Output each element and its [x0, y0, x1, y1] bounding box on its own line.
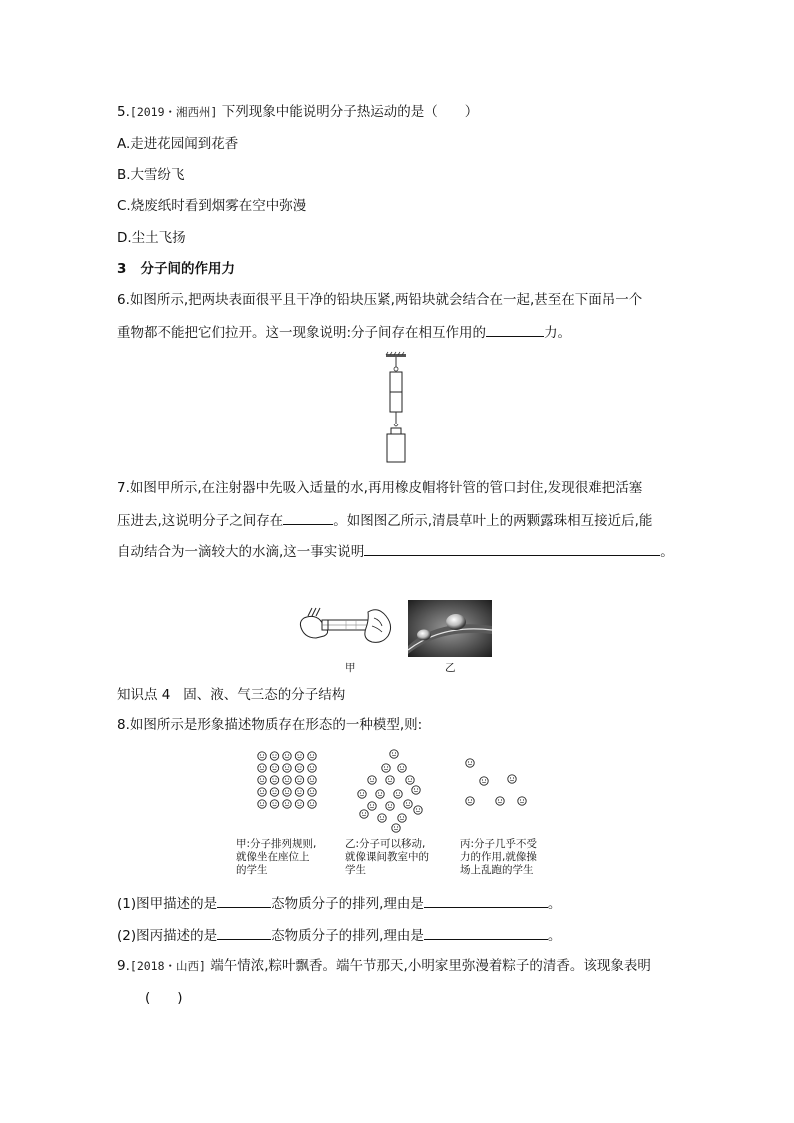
q9-source: [2018・山西] — [129, 959, 206, 973]
molecule-icon — [404, 800, 412, 808]
molecule-icon — [283, 776, 291, 784]
molecule-icon — [258, 788, 266, 796]
caption-gas-line2: 力的作用,就像操 — [460, 851, 537, 863]
q7-line3 — [117, 541, 674, 562]
molecule-icon — [308, 752, 316, 760]
molecule-icon — [382, 764, 390, 772]
molecule-icon — [466, 759, 474, 767]
q8-sub1-blank-reason[interactable] — [424, 893, 548, 908]
section-heading — [117, 259, 235, 279]
q7-text-c: 自动结合为一滴较大的水滴,这一事实说明 — [117, 544, 365, 560]
q8-sub1-text-c: 。 — [547, 896, 562, 912]
q6-text-b: 力。 — [544, 325, 572, 341]
figure-yi-label: 乙 — [445, 662, 456, 674]
caption-liquid-line2: 就像课间教室中的 — [345, 851, 429, 863]
molecule-icon — [518, 797, 526, 805]
molecule-icon — [295, 776, 303, 784]
molecule-icon — [258, 776, 266, 784]
molecule-icon — [376, 790, 384, 798]
q8-sub1-text-a: (1)图甲描述的是 — [117, 896, 218, 912]
q8-sub2-blank-state[interactable] — [217, 925, 271, 940]
molecule-icon — [270, 776, 278, 784]
q7-text-d: 。 — [660, 544, 674, 560]
q5-option-c: C.烧废纸时看到烟雾在空中弥漫 — [117, 198, 307, 214]
q8-sub1-text-b: 态物质分子的排列,理由是 — [271, 896, 424, 912]
syringe-figure — [298, 604, 400, 650]
q8-sub1-blank-state[interactable] — [217, 893, 271, 908]
q5-text: 下列现象中能说明分子热运动的是（ ） — [221, 104, 479, 120]
caption-liquid — [345, 838, 429, 877]
q9-stem — [117, 956, 651, 976]
gas-molecule-model — [458, 757, 528, 809]
q5-stem — [117, 102, 478, 122]
lead-block-upper — [390, 372, 402, 392]
molecule-icon — [295, 800, 303, 808]
q8-sub2-blank-reason[interactable] — [424, 925, 548, 940]
caption-liquid-line1: 乙:分子可以移动, — [345, 838, 426, 850]
molecule-icon — [412, 786, 420, 794]
molecule-icon — [508, 775, 516, 783]
molecule-icon — [392, 824, 400, 832]
q8-sub2-text-c: 。 — [547, 928, 562, 944]
caption-liquid-line3: 学生 — [345, 864, 366, 876]
caption-solid-line1: 甲:分子排列规则, — [236, 838, 317, 850]
section-title: 分子间的作用力 — [140, 261, 236, 277]
molecule-icon — [414, 806, 422, 814]
q8-sub2-text-b: 态物质分子的排列,理由是 — [271, 928, 424, 944]
lead-block-lower — [390, 392, 402, 412]
molecule-icon — [283, 752, 291, 760]
molecule-icon — [406, 776, 414, 784]
molecule-icon — [283, 788, 291, 796]
q7-line2 — [117, 510, 652, 531]
molecule-icon — [258, 800, 266, 808]
q5-number: 5. — [117, 104, 130, 120]
caption-solid — [236, 838, 316, 877]
q7-line1: 7.如图甲所示,在注射器中先吸入适量的水,再用橡皮帽将针管的管口封住,发现很难把活塞 — [117, 480, 643, 496]
q9-text: 端午情浓,粽叶飘香。端午节那天,小明家里弥漫着粽子的清香。该现象表明 — [210, 958, 651, 974]
molecule-icon — [258, 752, 266, 760]
caption-solid-line3: 的学生 — [236, 864, 268, 876]
weight — [391, 428, 401, 434]
q7-answer-blank-1[interactable] — [283, 510, 333, 525]
molecule-icon — [368, 802, 376, 810]
molecule-icon — [378, 814, 386, 822]
molecule-icon — [308, 776, 316, 784]
figure-jia-label: 甲 — [345, 662, 356, 674]
q9-answer-paren[interactable]: ( ) — [145, 990, 183, 1006]
q6-line1: 6.如图所示,把两块表面很平且干净的铅块压紧,两铅块就会结合在一起,甚至在下面吊一个 — [117, 292, 643, 308]
solid-molecule-model — [256, 750, 322, 810]
q8-sub2 — [117, 925, 561, 946]
molecule-icon — [394, 790, 402, 798]
knowledge-heading — [117, 685, 345, 705]
caption-gas — [460, 838, 537, 877]
q8-stem: 8.如图所示是形象描述物质存在形态的一种模型,则: — [117, 717, 423, 733]
molecule-icon — [308, 788, 316, 796]
q6-text-a: 重物都不能把它们拉开。这一现象说明:分子间存在相互作用的 — [117, 325, 487, 341]
ceiling-mount — [386, 352, 406, 357]
molecule-icon — [270, 800, 278, 808]
q7-text-a: 压进去,这说明分子之间存在 — [117, 513, 284, 529]
lead-blocks-figure — [380, 352, 410, 467]
q5-option-d: D.尘土飞扬 — [117, 230, 186, 246]
molecule-icon — [270, 764, 278, 772]
molecule-icon — [386, 802, 394, 810]
q5-source: [2019・湘西州] — [129, 105, 218, 119]
molecule-icon — [295, 752, 303, 760]
q6-line2 — [117, 322, 571, 343]
knowledge-label: 知识点 4 — [117, 687, 171, 703]
molecule-icon — [295, 764, 303, 772]
molecule-icon — [358, 790, 366, 798]
dew-drops-photo — [408, 600, 492, 657]
molecule-icon — [480, 777, 488, 785]
caption-gas-line3: 场上乱跑的学生 — [460, 864, 534, 876]
molecule-icon — [398, 764, 406, 772]
molecule-icon — [368, 776, 376, 784]
dew-drop-left — [417, 630, 431, 641]
caption-gas-line1: 丙:分子几乎不受 — [460, 838, 538, 850]
molecule-icon — [283, 800, 291, 808]
dew-drop-right — [446, 614, 466, 630]
molecule-icon — [308, 800, 316, 808]
knowledge-title: 固、液、气三态的分子结构 — [183, 687, 346, 703]
molecule-icon — [496, 797, 504, 805]
molecule-icon — [390, 750, 398, 758]
q5-option-a: A.走进花园闻到花香 — [117, 136, 239, 152]
molecule-icon — [258, 764, 266, 772]
section-number: 3 — [117, 261, 127, 277]
molecule-icon — [308, 764, 316, 772]
q7-answer-blank-2[interactable] — [364, 541, 660, 556]
liquid-molecule-model — [352, 748, 428, 832]
molecule-icon — [360, 810, 368, 818]
molecule-icon — [270, 752, 278, 760]
molecule-icon — [386, 776, 394, 784]
molecule-icon — [283, 764, 291, 772]
q7-text-b: 。如图图乙所示,清晨草叶上的两颗露珠相互接近后,能 — [333, 513, 653, 529]
q9-number: 9. — [117, 958, 130, 974]
q8-sub2-text-a: (2)图丙描述的是 — [117, 928, 218, 944]
molecule-icon — [466, 797, 474, 805]
molecule-icon — [398, 814, 406, 822]
molecule-icon — [295, 788, 303, 796]
q5-option-b: B.大雪纷飞 — [117, 167, 185, 183]
q6-answer-blank[interactable] — [486, 322, 544, 337]
q8-sub1 — [117, 893, 561, 914]
caption-solid-line2: 就像坐在座位上 — [236, 851, 310, 863]
molecule-icon — [270, 788, 278, 796]
